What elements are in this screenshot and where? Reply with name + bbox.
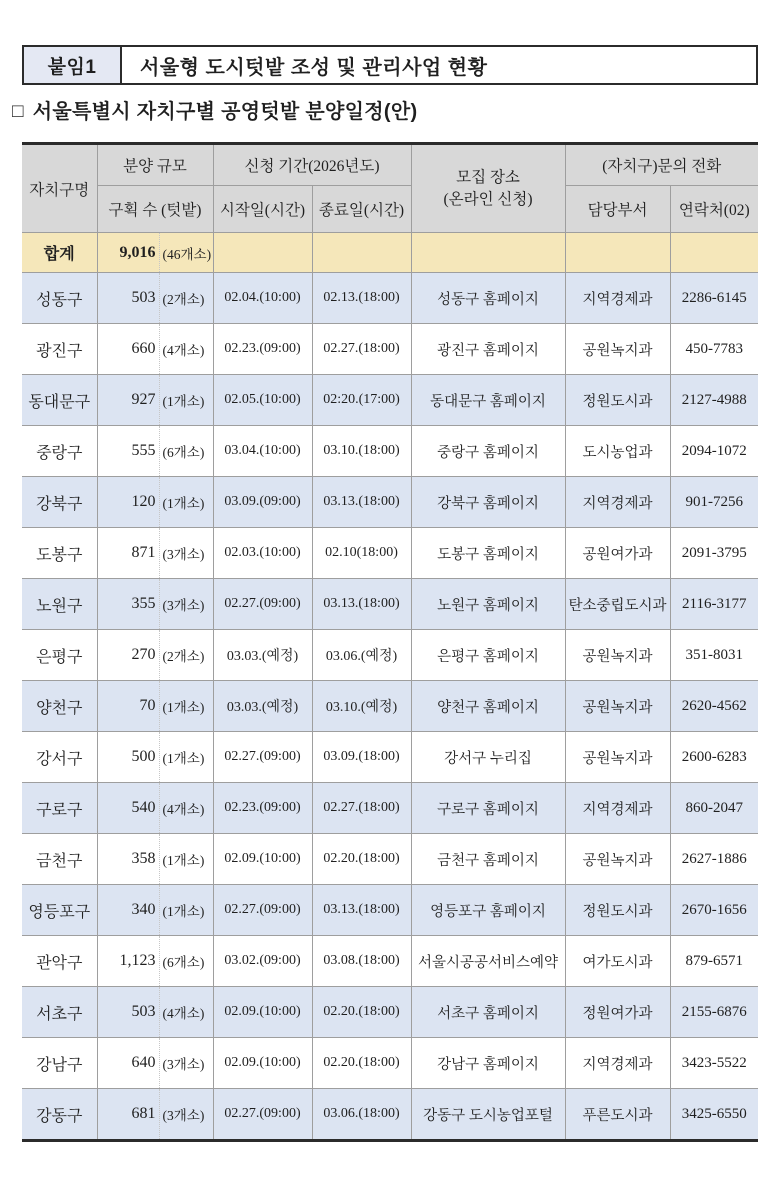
district-name-cell: 광진구 [22,324,97,375]
end-date-cell: 02.27.(18:00) [312,783,411,834]
department-cell: 탄소중립도시과 [565,579,670,630]
district-name-cell: 관악구 [22,936,97,987]
plot-count-cell [97,528,213,579]
phone-cell: 2094-1072 [670,426,758,477]
district-name-cell: 동대문구 [22,375,97,426]
department-cell: 지역경제과 [565,783,670,834]
recruit-place-cell: 서울시공공서비스예약 [411,936,565,987]
recruit-place-cell: 영등포구 홈페이지 [411,885,565,936]
total-start-date-cell [213,233,312,273]
plot-count-cell [97,834,213,885]
site-count: (2개소) [162,292,205,307]
table-row [22,783,758,834]
recruit-place-cell: 구로구 홈페이지 [411,783,565,834]
start-date-cell: 02.23.(09:00) [213,783,312,834]
department-cell: 공원녹지과 [565,732,670,783]
plot-count: 340 [98,885,160,935]
recruit-place-cell: 금천구 홈페이지 [411,834,565,885]
header-row-groups [22,144,758,186]
plot-count-cell [97,1089,213,1141]
phone-cell: 2127-4988 [670,375,758,426]
site-count: (1개소) [162,853,205,868]
end-date-cell: 03.10.(예정) [312,681,411,732]
department-cell: 여가도시과 [565,936,670,987]
recruit-place-cell: 노원구 홈페이지 [411,579,565,630]
start-date-cell: 02.27.(09:00) [213,885,312,936]
square-bullet-icon: □ [12,101,24,122]
site-count: (3개소) [162,598,205,613]
plot-count-cell [97,936,213,987]
plot-count-cell [97,273,213,324]
department-cell: 공원여가과 [565,528,670,579]
district-name-cell: 도봉구 [22,528,97,579]
end-date-cell: 02.10(18:00) [312,528,411,579]
phone-cell: 2620-4562 [670,681,758,732]
plot-count-cell [97,477,213,528]
attachment-title-box [22,45,758,85]
plot-count-cell [97,885,213,936]
header-row-subcolumns [22,186,758,233]
district-name-cell: 중랑구 [22,426,97,477]
recruit-place-cell: 양천구 홈페이지 [411,681,565,732]
phone-cell: 2627-1886 [670,834,758,885]
phone-cell: 351-8031 [670,630,758,681]
department-cell: 지역경제과 [565,273,670,324]
table-row [22,375,758,426]
site-count: (4개소) [162,802,205,817]
col-header-start-date: 시작일(시간) [213,186,312,233]
start-date-cell: 02.27.(09:00) [213,579,312,630]
subtitle-text: 서울특별시 자치구별 공영텃밭 분양일정(안) [32,101,418,123]
plot-count: 70 [98,681,160,731]
site-count: (1개소) [162,394,205,409]
allotment-schedule-table [22,142,758,1142]
end-date-cell: 03.08.(18:00) [312,936,411,987]
site-count: (4개소) [162,1006,205,1021]
table-row [22,579,758,630]
table-row [22,528,758,579]
site-count: (1개소) [162,700,205,715]
plot-count-cell [97,681,213,732]
start-date-cell: 03.03.(예정) [213,630,312,681]
end-date-cell: 02.20.(18:00) [312,1038,411,1089]
total-row [22,233,758,273]
end-date-cell: 03.06.(18:00) [312,1089,411,1141]
site-count: (6개소) [162,955,205,970]
plot-count: 871 [98,528,160,578]
plot-count-cell [97,324,213,375]
plot-count: 1,123 [98,936,160,986]
department-cell: 도시농업과 [565,426,670,477]
recruit-place-cell: 동대문구 홈페이지 [411,375,565,426]
plot-count-cell [97,987,213,1038]
district-rows [22,233,758,1141]
plot-count: 503 [98,987,160,1037]
site-count: (6개소) [162,445,205,460]
col-header-place [411,144,565,233]
table-row [22,681,758,732]
start-date-cell: 03.03.(예정) [213,681,312,732]
phone-cell: 3423-5522 [670,1038,758,1089]
attachment-badge: 붙임1 [24,47,122,83]
phone-cell: 2286-6145 [670,273,758,324]
district-name-cell: 양천구 [22,681,97,732]
total-plot-count-cell [97,233,213,273]
col-header-place-line2: (온라인 신청) [443,190,533,208]
recruit-place-cell: 서초구 홈페이지 [411,987,565,1038]
document-title: 서울형 도시텃밭 조성 및 관리사업 현황 [140,56,488,79]
district-name-cell: 강북구 [22,477,97,528]
plot-count: 640 [98,1038,160,1088]
recruit-place-cell: 도봉구 홈페이지 [411,528,565,579]
table-row [22,426,758,477]
recruit-place-cell: 강서구 누리집 [411,732,565,783]
recruit-place-cell: 성동구 홈페이지 [411,273,565,324]
plot-count-cell [97,783,213,834]
phone-cell: 2116-3177 [670,579,758,630]
site-count: (1개소) [162,904,205,919]
col-header-end-date: 종료일(시간) [312,186,411,233]
district-name-cell: 금천구 [22,834,97,885]
total-plot-count: 9,016 [98,233,160,272]
col-header-place-line1: 모집 장소 [456,168,520,186]
plot-count: 270 [98,630,160,680]
department-cell: 공원녹지과 [565,681,670,732]
department-cell: 공원녹지과 [565,324,670,375]
phone-cell: 879-6571 [670,936,758,987]
start-date-cell: 02.09.(10:00) [213,1038,312,1089]
plot-count: 555 [98,426,160,476]
department-cell: 정원도시과 [565,375,670,426]
phone-cell: 860-2047 [670,783,758,834]
table-row [22,477,758,528]
plot-count: 540 [98,783,160,833]
recruit-place-cell: 광진구 홈페이지 [411,324,565,375]
site-count: (3개소) [162,547,205,562]
start-date-cell: 02.03.(10:00) [213,528,312,579]
table-row [22,1038,758,1089]
plot-count: 681 [98,1089,160,1139]
start-date-cell: 03.04.(10:00) [213,426,312,477]
table-row [22,885,758,936]
start-date-cell: 02.05.(10:00) [213,375,312,426]
total-phone-cell [670,233,758,273]
total-site-count: (46개소) [162,246,212,262]
district-name-cell: 서초구 [22,987,97,1038]
plot-count-cell [97,375,213,426]
total-department-cell [565,233,670,273]
table-row [22,732,758,783]
district-name-cell: 성동구 [22,273,97,324]
table-row [22,834,758,885]
start-date-cell: 02.27.(09:00) [213,732,312,783]
site-count: (4개소) [162,343,205,358]
start-date-cell: 02.04.(10:00) [213,273,312,324]
site-count: (2개소) [162,649,205,664]
plot-count: 927 [98,375,160,425]
district-name-cell: 영등포구 [22,885,97,936]
table-row [22,630,758,681]
plot-count: 120 [98,477,160,527]
plot-count-cell [97,579,213,630]
district-name-cell: 강남구 [22,1038,97,1089]
table-row [22,987,758,1038]
start-date-cell: 03.09.(09:00) [213,477,312,528]
start-date-cell: 03.02.(09:00) [213,936,312,987]
department-cell: 정원도시과 [565,885,670,936]
district-name-cell: 노원구 [22,579,97,630]
table-row [22,324,758,375]
plot-count-cell [97,426,213,477]
department-cell: 지역경제과 [565,477,670,528]
phone-cell: 3425-6550 [670,1089,758,1141]
end-date-cell: 03.13.(18:00) [312,579,411,630]
plot-count: 503 [98,273,160,323]
end-date-cell: 03.10.(18:00) [312,426,411,477]
department-cell: 푸른도시과 [565,1089,670,1141]
end-date-cell: 03.13.(18:00) [312,885,411,936]
plot-count-cell [97,732,213,783]
plot-count: 355 [98,579,160,629]
department-cell: 공원녹지과 [565,630,670,681]
total-recruit-place-cell [411,233,565,273]
site-count: (1개소) [162,751,205,766]
total-end-date-cell [312,233,411,273]
site-count: (3개소) [162,1057,205,1072]
phone-cell: 901-7256 [670,477,758,528]
col-header-contact-group: (자치구)문의 전화 [565,144,758,186]
department-cell: 공원녹지과 [565,834,670,885]
col-header-period-group: 신청 기간(2026년도) [213,144,411,186]
col-header-scale-group: 분양 규모 [97,144,213,186]
recruit-place-cell: 강남구 홈페이지 [411,1038,565,1089]
site-count: (1개소) [162,496,205,511]
recruit-place-cell: 강동구 도시농업포털 [411,1089,565,1141]
plot-count-cell [97,1038,213,1089]
start-date-cell: 02.27.(09:00) [213,1089,312,1141]
start-date-cell: 02.23.(09:00) [213,324,312,375]
plot-count-cell [97,630,213,681]
phone-cell: 450-7783 [670,324,758,375]
table-row [22,273,758,324]
phone-cell: 2600-6283 [670,732,758,783]
end-date-cell: 02:20.(17:00) [312,375,411,426]
phone-cell: 2155-6876 [670,987,758,1038]
plot-count: 358 [98,834,160,884]
end-date-cell: 02.20.(18:00) [312,834,411,885]
start-date-cell: 02.09.(10:00) [213,987,312,1038]
start-date-cell: 02.09.(10:00) [213,834,312,885]
recruit-place-cell: 중랑구 홈페이지 [411,426,565,477]
department-cell: 지역경제과 [565,1038,670,1089]
total-label: 합계 [22,233,97,273]
document-page [0,45,780,1142]
district-name-cell: 구로구 [22,783,97,834]
department-cell: 정원여가과 [565,987,670,1038]
section-subtitle [12,99,758,125]
end-date-cell: 02.20.(18:00) [312,987,411,1038]
recruit-place-cell: 강북구 홈페이지 [411,477,565,528]
plot-count: 660 [98,324,160,374]
col-header-plot-count: 구획 수 (텃밭) [97,186,213,233]
end-date-cell: 02.27.(18:00) [312,324,411,375]
phone-cell: 2670-1656 [670,885,758,936]
col-header-department: 담당부서 [565,186,670,233]
col-header-phone: 연락처(02) [670,186,758,233]
phone-cell: 2091-3795 [670,528,758,579]
table-row [22,936,758,987]
end-date-cell: 03.13.(18:00) [312,477,411,528]
district-name-cell: 은평구 [22,630,97,681]
col-header-district: 자치구명 [22,144,97,233]
site-count: (3개소) [162,1108,205,1123]
plot-count: 500 [98,732,160,782]
recruit-place-cell: 은평구 홈페이지 [411,630,565,681]
table-row [22,1089,758,1141]
end-date-cell: 03.09.(18:00) [312,732,411,783]
end-date-cell: 03.06.(예정) [312,630,411,681]
district-name-cell: 강서구 [22,732,97,783]
district-name-cell: 강동구 [22,1089,97,1141]
end-date-cell: 02.13.(18:00) [312,273,411,324]
